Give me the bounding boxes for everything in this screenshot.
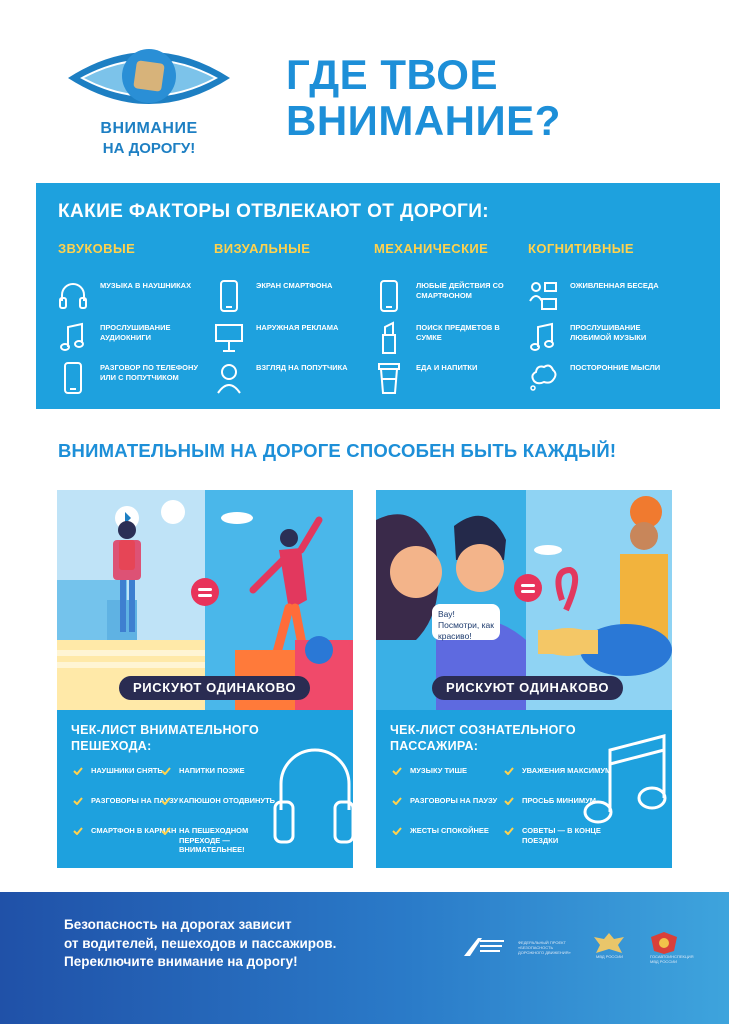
factor-item [528, 361, 688, 399]
billboard-icon [214, 321, 244, 355]
logo-text-line1: ВНИМАНИЕ [100, 120, 198, 137]
factor-item [214, 279, 374, 317]
logo-text-line2: НА ДОРОГУ! [102, 140, 196, 157]
equals-sign-icon [514, 574, 542, 602]
headphones-icon [58, 279, 88, 313]
checklist-item-text: КАПЮШОН ОТОДВИНУТЬ [179, 796, 276, 805]
campaign-logo [64, 40, 234, 160]
pedestrian-card [57, 490, 353, 868]
factor-column-heading: ЗВУКОВЫЕ [58, 241, 136, 256]
checkmark-icon [392, 767, 402, 775]
checklist-item [161, 766, 271, 794]
checklist-item-text: ПРОСЬБ МИНИМУМ [522, 796, 597, 805]
checklist-item-text: МУЗЫКУ ТИШЕ [410, 766, 467, 775]
factor-column-mechanical [374, 241, 524, 372]
smartphone-icon [214, 279, 244, 313]
traffic-police-caption: ГОСАВТОИНСПЕКЦИЯ МВД РОССИИ [650, 954, 694, 964]
factor-item [58, 279, 218, 317]
person-icon [214, 361, 244, 395]
music-note-icon [528, 321, 558, 355]
factor-text: ЭКРАН СМАРТФОНА [256, 281, 333, 290]
checklist-item-text: РАЗГОВОРЫ НА ПАУЗУ [91, 796, 179, 805]
factor-text: ПРОСЛУШИВАНИЕ ЛЮБИМОЙ МУЗЫКИ [570, 323, 647, 342]
factor-column-heading: МЕХАНИЧЕСКИЕ [374, 241, 489, 256]
factor-text: ОЖИВЛЕННАЯ БЕСЕДА [570, 281, 659, 290]
checklist-item-text: СОВЕТЫ — В КОНЦЕ ПОЕЗДКИ [522, 826, 601, 845]
footer-line: от водителей, пешеходов и пассажиров. [64, 935, 337, 951]
checklist-item-text: УВАЖЕНИЯ МАКСИМУМ [522, 766, 612, 775]
conversation-icon [528, 279, 558, 313]
footer-line: Переключите внимание на дорогу! [64, 954, 298, 969]
factor-item [528, 279, 688, 317]
factor-column-visual [214, 241, 364, 372]
checklist-item-text: НАПИТКИ ПОЗЖЕ [179, 766, 245, 775]
section-subtitle: ВНИМАТЕЛЬНЫМ НА ДОРОГЕ СПОСОБЕН БЫТЬ КАЖДЫЙ! [58, 440, 617, 461]
checkmark-icon [161, 827, 171, 835]
footer-slogan [64, 916, 336, 972]
checkmark-icon [161, 797, 171, 805]
checklist-item-text: СМАРТФОН В КАРМАН [91, 826, 177, 835]
factor-text: ВЗГЛЯД НА ПОПУТЧИКА [256, 363, 348, 372]
federal-project-logo: ФЕДЕРАЛЬНЫЙ ПРОЕКТ «БЕЗОПАСНОСТЬ ДОРОЖНОГО ДВИЖЕНИЯ» [518, 940, 571, 955]
page-title-line2: ВНИМАНИЕ? [286, 97, 561, 144]
checkmark-icon [73, 827, 83, 835]
factor-item [374, 321, 534, 359]
passenger-card [376, 490, 672, 868]
distraction-factors-panel [36, 183, 720, 409]
factor-item [214, 361, 374, 399]
checkmark-icon [73, 767, 83, 775]
footer-banner [0, 892, 729, 1024]
speech-bubble: Вау! Посмотри, как красиво! [432, 604, 500, 640]
factor-text: РАЗГОВОР ПО ТЕЛЕФОНУ ИЛИ С ПОПУТЧИКОМ [100, 363, 199, 382]
checkmark-icon [73, 797, 83, 805]
checklist-item-text: ЖЕСТЫ СПОКОЙНЕЕ [410, 826, 489, 835]
cup-icon [374, 361, 404, 395]
checklist-item [161, 826, 271, 864]
mvd-caption: МВД РОССИИ [596, 954, 623, 959]
factor-item [374, 279, 534, 317]
factor-item [214, 321, 374, 359]
factor-text: ЛЮБЫЕ ДЕЙСТВИЯ СО СМАРТФОНОМ [416, 281, 504, 300]
smartphone-icon [374, 279, 404, 313]
factors-title: КАКИЕ ФАКТОРЫ ОТВЛЕКАЮТ ОТ ДОРОГИ: [58, 201, 490, 222]
checkmark-icon [504, 767, 514, 775]
checkmark-icon [161, 767, 171, 775]
music-note-icon [58, 321, 88, 355]
checklist-item-text: НАУШНИКИ СНЯТЬ [91, 766, 163, 775]
factor-text: НАРУЖНАЯ РЕКЛАМА [256, 323, 339, 332]
checklist-item [504, 826, 614, 854]
checkmark-icon [392, 797, 402, 805]
footer-line: Безопасность на дорогах зависит [64, 917, 292, 932]
factor-text: МУЗЫКА В НАУШНИКАХ [100, 281, 192, 290]
checklist-title: ЧЕК-ЛИСТ СОЗНАТЕЛЬНОГО ПАССАЖИРА: [390, 723, 576, 753]
lipstick-icon [374, 321, 404, 355]
checklist-title: ЧЕК-ЛИСТ ВНИМАТЕЛЬНОГО ПЕШЕХОДА: [71, 723, 260, 753]
checkmark-icon [504, 827, 514, 835]
national-project-logo-icon [462, 932, 506, 962]
headphones-icon [269, 732, 353, 858]
factor-item [58, 361, 218, 399]
phone-icon [58, 361, 88, 395]
checklist-item-text: НА ПЕШЕХОДНОМ ПЕРЕХОДЕ — ВНИМАТЕЛЬНЕЕ! [179, 826, 249, 854]
page-title [286, 52, 561, 144]
checklist-item [392, 766, 502, 794]
eye-icon [64, 40, 234, 122]
checklist-item [392, 796, 502, 824]
checkmark-icon [392, 827, 402, 835]
factor-text: ПОСТОРОННИЕ МЫСЛИ [570, 363, 661, 372]
factor-item [374, 361, 534, 399]
risk-label: РИСКУЮТ ОДИНАКОВО [119, 676, 310, 700]
checklist-item-text: РАЗГОВОРЫ НА ПАУЗУ [410, 796, 498, 805]
risk-label: РИСКУЮТ ОДИНАКОВО [432, 676, 623, 700]
music-note-icon [580, 730, 670, 830]
checkmark-icon [504, 797, 514, 805]
factor-column-sound [58, 241, 208, 382]
factor-column-heading: КОГНИТИВНЫЕ [528, 241, 635, 256]
factor-column-cognitive [528, 241, 678, 372]
checklist-item [161, 796, 276, 824]
factor-item [58, 321, 218, 359]
factor-column-heading: ВИЗУАЛЬНЫЕ [214, 241, 311, 256]
page-title-line1: ГДЕ ТВОЕ [286, 51, 498, 98]
factor-text: ПОИСК ПРЕДМЕТОВ В СУМКЕ [416, 323, 500, 342]
factor-text: ЕДА И НАПИТКИ [416, 363, 478, 372]
equals-sign-icon [191, 578, 219, 606]
checklist-item [392, 826, 502, 854]
thought-cloud-icon [528, 361, 558, 395]
factor-item [528, 321, 688, 359]
factor-text: ПРОСЛУШИВАНИЕ АУДИОКНИГИ [100, 323, 171, 342]
